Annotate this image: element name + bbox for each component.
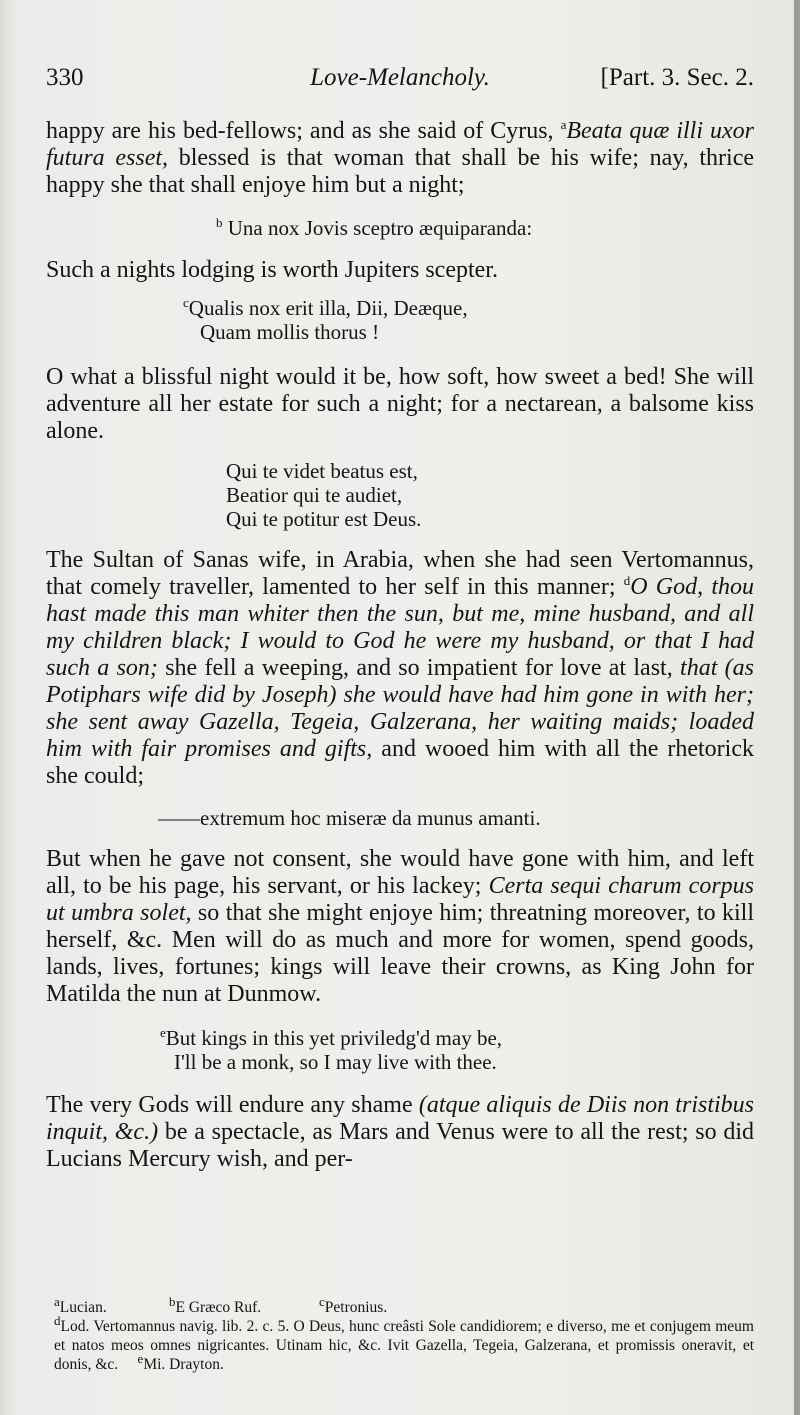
footnote-marker: a (560, 117, 567, 132)
verse-3 (226, 459, 754, 531)
part-section: [Part. 3. Sec. 2. (600, 64, 754, 91)
latin-quote: Beata quæ illi uxor futura esset, (46, 118, 754, 171)
footnote-b (169, 1293, 319, 1317)
verse-line: I'll be a monk, so I may live with thee. (174, 1050, 497, 1074)
latin-quote: (atque aliquis de Diis non tristibus inquit, &c.) (46, 1092, 754, 1145)
footnote-marker: d (623, 573, 631, 588)
footnote-mark: e (137, 1350, 144, 1366)
verse-line: Qualis nox erit illa, Dii, Deæque, (188, 296, 468, 320)
italic-run: O God, thou hast made this man whiter then the sun, but me, mine husband, and all my children black; I would to God he were my husband, or that I had such a son; (46, 574, 754, 681)
footnote-mark: a (54, 1293, 60, 1309)
footnote-marker: b (216, 215, 223, 230)
paragraph-3: O what a blissful night would it be, how soft, how sweet a bed! She will adventure all her estate for such a night; for a nectarean, a balsome kiss alone. (46, 364, 754, 444)
footnote-a (54, 1293, 169, 1317)
footnote-text: Petronius. (324, 1299, 388, 1316)
footnotes (54, 1293, 754, 1374)
text-run: blessed is that woman that shall be his wife; nay, thrice happy she that shall enjoye him but a night; (46, 145, 754, 198)
footnote-text: Lucian. (59, 1299, 107, 1316)
verse-line: ——extremum hoc miseræ da munus amanti. (158, 806, 541, 830)
footnote-mark: b (169, 1293, 176, 1309)
verse-line: But kings in this yet priviledg'd may be, (165, 1026, 503, 1050)
footnote-text: E Græco Ruf. (175, 1299, 262, 1316)
footnote-marker: c (183, 295, 189, 310)
paragraph-2: Such a nights lodging is worth Jupiters scepter. (46, 257, 498, 283)
footnote-text: Lod. Vertomannus navig. lib. 2. c. 5. O Deus, hunc creâsti Sole candidiorem; e diverso, me et conjugem meum et natos meos omnes nigricantes. Utinam hic, &c. Ivit Gazella, Tegeia, Galzerana, et promissis oneravit, et donis, &c. (54, 1318, 754, 1373)
italic-run: that (as Potiphars wife did by Joseph) she would have had him gone in with her; she sent away Gazella, Tegeia, Galzerana, her waiting maids; loaded him with fair promises and gifts, (46, 655, 754, 762)
running-title: Love-Melancholy. (310, 64, 490, 91)
text-run: and wooed him with all the rhetorick she could; (46, 736, 754, 789)
page-edge (794, 0, 800, 1415)
text-run: But when he gave not consent, she would have gone with him, and left all, to be his page, his servant, or his lackey; (46, 846, 754, 899)
footnote-mark: c (319, 1293, 325, 1309)
main-text (46, 118, 754, 1173)
text-run: The Sultan of Sanas wife, in Arabia, when she had seen Vertomannus, that comely traveller, lamented to her self in this manner; (46, 547, 754, 600)
text-run: she fell a weeping, and so impatient for love at last, (157, 655, 681, 681)
footnote-row (54, 1293, 754, 1317)
page-number: 330 (46, 64, 84, 91)
text-run: be a spectacle, as Mars and Venus were to all the rest; so did Lucians Mercury wish, and per- (46, 1119, 754, 1172)
verse-line: Una nox Jovis sceptro æquiparanda: (222, 216, 533, 240)
verse-line: Qui te potitur est Deus. (226, 507, 422, 531)
verse-line: Qui te videt beatus est, (226, 459, 418, 483)
footnote-c (319, 1293, 469, 1317)
verse-5 (160, 1026, 754, 1074)
footnote-e-text: Mi. Drayton. (143, 1356, 224, 1373)
verse-line: Beatior qui te audiet, (226, 483, 403, 507)
verse-line: Quam mollis thorus ! (200, 320, 380, 344)
paragraph-6 (46, 1092, 754, 1173)
paragraph-4 (46, 547, 754, 790)
footnote-mark: d (54, 1312, 61, 1328)
text-run: happy are his bed-fellows; and as she said of Cyrus, (46, 118, 561, 144)
verse-4 (158, 806, 754, 830)
running-head (46, 64, 754, 100)
text-run: The very Gods will endure any shame (46, 1092, 419, 1118)
footnote-d (54, 1312, 754, 1374)
latin-quote: Certa sequi charum corpus ut umbra solet, (46, 873, 755, 926)
verse-2 (183, 296, 754, 344)
verse-1 (216, 216, 754, 240)
paragraph-5 (46, 846, 754, 1008)
paragraph-1 (46, 118, 754, 199)
text-run: so that she might enjoye him; threatning moreover, to kill herself, &c. Men will do as much and more for women, spend goods, lands, lives, fortunes; kings will leave their crowns, as King John for Matilda the nun at Dunmow. (46, 900, 754, 1007)
footnote-marker: e (160, 1025, 166, 1040)
